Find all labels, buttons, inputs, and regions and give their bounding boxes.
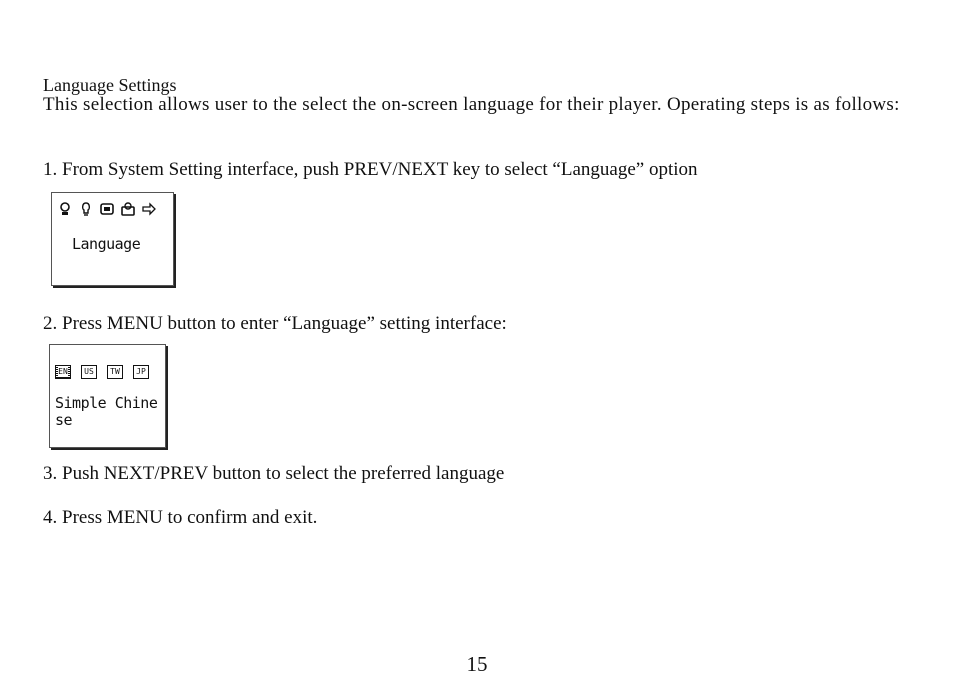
lang-en-text: EN: [58, 367, 68, 376]
bulb-icon: [79, 202, 93, 216]
step-1: 1. From System Setting interface, push PREV/NEXT key to select “Language” option: [43, 159, 698, 180]
selected-language-label: Simple Chine se: [55, 394, 158, 429]
step-4: 4. Press MENU to confirm and exit.: [43, 507, 318, 528]
language-option-label: Language: [72, 235, 141, 253]
lamp-icon: [58, 202, 72, 216]
section-heading: Language Settings: [43, 75, 177, 95]
lang-jp-text: JP: [136, 367, 146, 376]
battery-icon: [100, 202, 114, 216]
language-setting-screen: [49, 344, 166, 448]
page-number: 15: [466, 652, 488, 676]
intro-paragraph: This selection allows user to the select the on-screen language for their player. Operating steps is as follows:: [43, 94, 900, 115]
arrow-icon: [142, 202, 156, 216]
lang-tw-icon: [107, 365, 123, 379]
disk-icon: [121, 202, 135, 216]
step-3: 3. Push NEXT/PREV button to select the preferred language: [43, 463, 505, 484]
lang-us-text: US: [84, 367, 94, 376]
lang-tw-text: TW: [110, 367, 120, 376]
lang-jp-icon: [133, 365, 149, 379]
system-setting-screen: [51, 192, 174, 286]
language-icon-row: [55, 365, 149, 379]
setting-icon-row: [58, 202, 156, 216]
lang-us-icon: [81, 365, 97, 379]
lang-en-icon: [55, 365, 71, 379]
step-2: 2. Press MENU button to enter “Language” setting interface:: [43, 313, 507, 334]
